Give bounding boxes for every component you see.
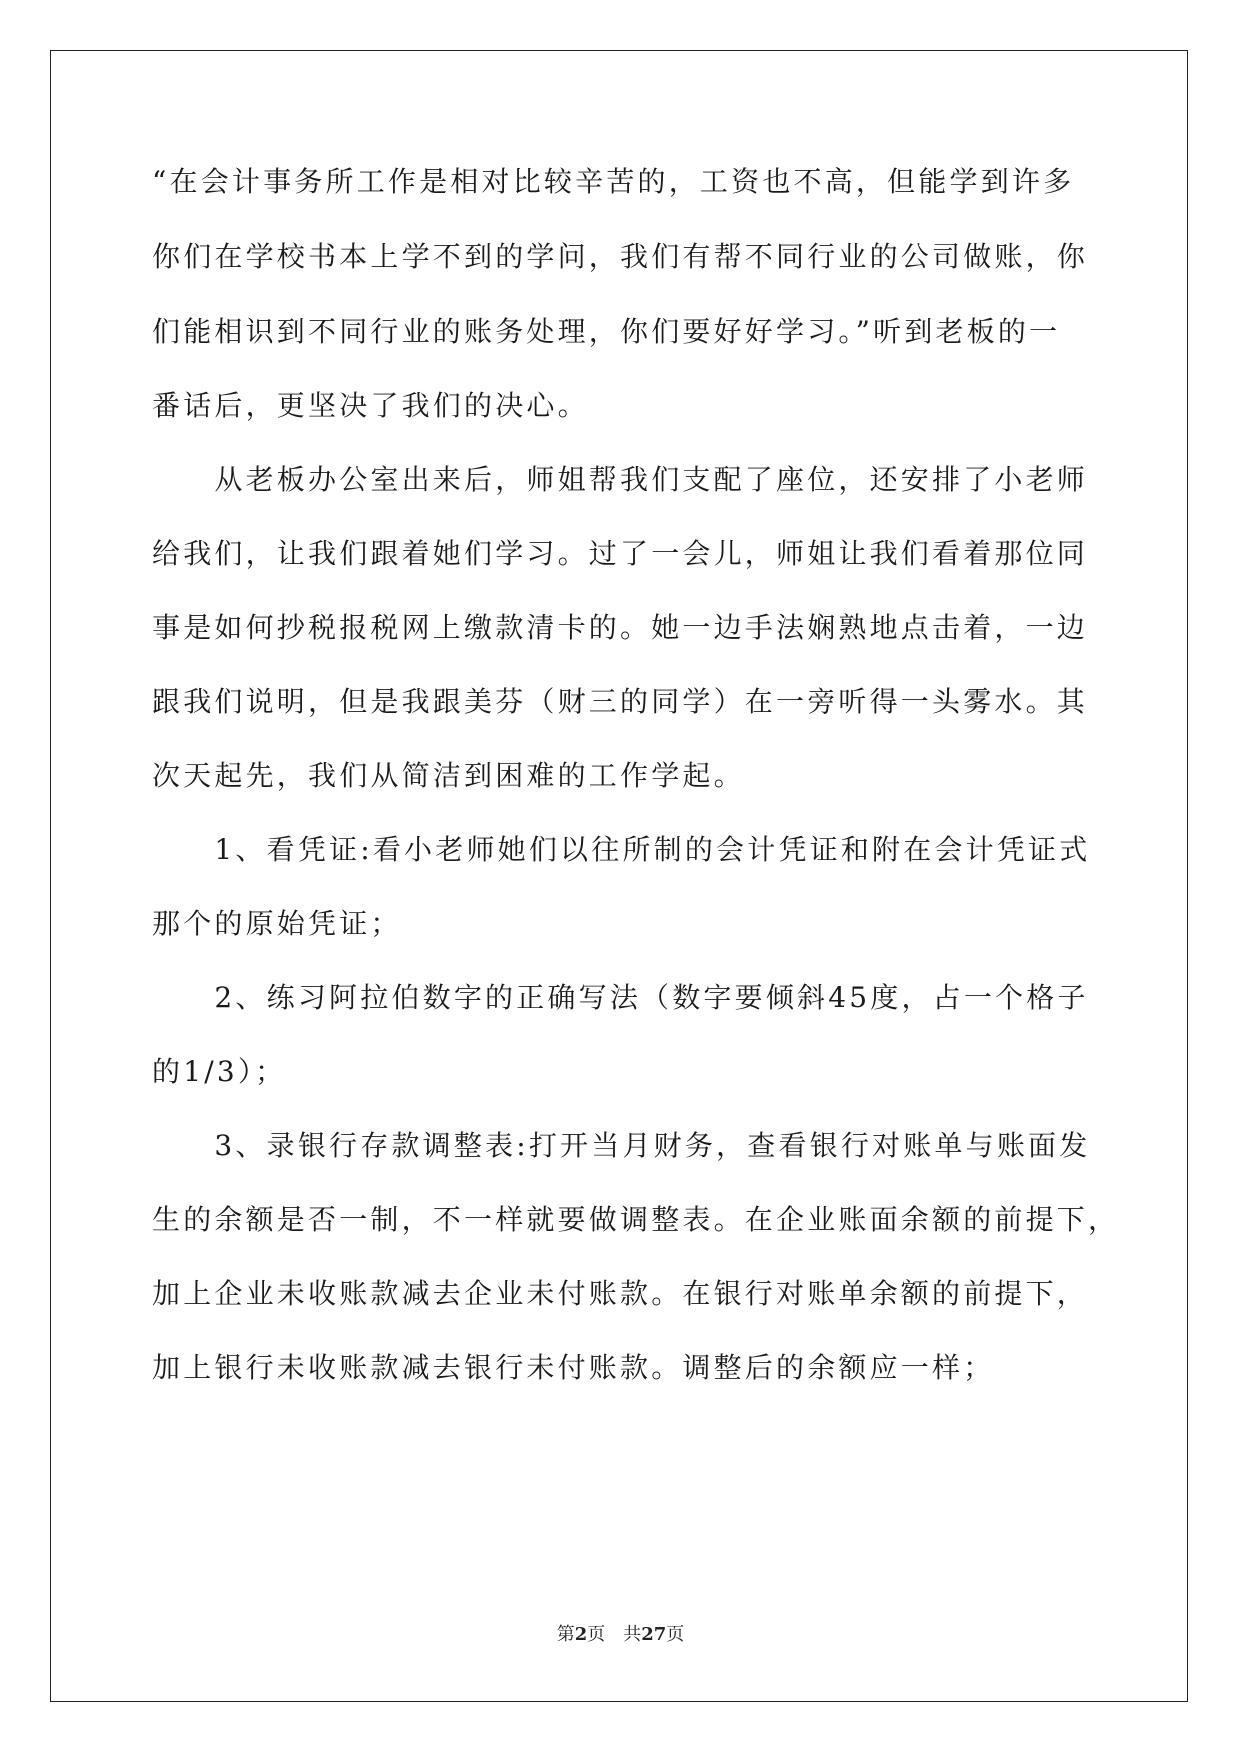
footer-mid: 页 共 — [587, 1624, 642, 1645]
text-line: 事是如何抄税报税网上缴款清卡的。她一边手法娴熟地点击着，一边 — [152, 611, 1089, 644]
page-border — [50, 50, 1188, 1702]
text-line: 番话后，更坚决了我们的决心。 — [152, 389, 589, 422]
text-line: 2、练习阿拉伯数字的正确写法（数字要倾斜45度，占一个格子 — [152, 981, 1089, 1014]
text-line: 3、录银行存款调整表:打开当月财务，查看银行对账单与账面发 — [152, 1129, 1091, 1162]
text-line: 跟我们说明，但是我跟美芬（财三的同学）在一旁听得一头雾水。其 — [152, 685, 1089, 718]
text-line: 加上银行未收账款减去银行未付账款。调整后的余额应一样； — [152, 1351, 995, 1384]
text-line: 的1/3）； — [152, 1055, 287, 1088]
text-line: 那个的原始凭证； — [152, 907, 402, 940]
text-line: 加上企业未收账款减去企业未付账款。在银行对账单余额的前提下， — [152, 1277, 1089, 1310]
text-line: 1、看凭证:看小老师她们以往所制的会计凭证和附在会计凭证式 — [152, 833, 1091, 866]
text-line: 们能相识到不同行业的账务处理，你们要好好学习。”听到老板的一 — [152, 315, 1061, 348]
total-pages-number: 27 — [641, 1624, 667, 1645]
footer-suffix: 页 — [666, 1624, 685, 1645]
text-line: 从老板办公室出来后，师姐帮我们支配了座位，还安排了小老师 — [152, 463, 1089, 496]
text-line: 给我们，让我们跟着她们学习。过了一会儿，师姐让我们看着那位同 — [152, 537, 1089, 570]
text-line: 次天起先，我们从简洁到困难的工作学起。 — [152, 759, 745, 792]
text-line: 你们在学校书本上学不到的学问，我们有帮不同行业的公司做账，你 — [152, 240, 1089, 273]
text-line: “在会计事务所工作是相对比较辛苦的，工资也不高，但能学到许多 — [152, 165, 1075, 198]
footer-prefix: 第 — [556, 1624, 575, 1645]
text-line: 生的余额是否一制，不一样就要做调整表。在企业账面余额的前提下， — [152, 1203, 1120, 1236]
current-page-number: 2 — [574, 1624, 588, 1645]
page-footer — [0, 1620, 1241, 1646]
